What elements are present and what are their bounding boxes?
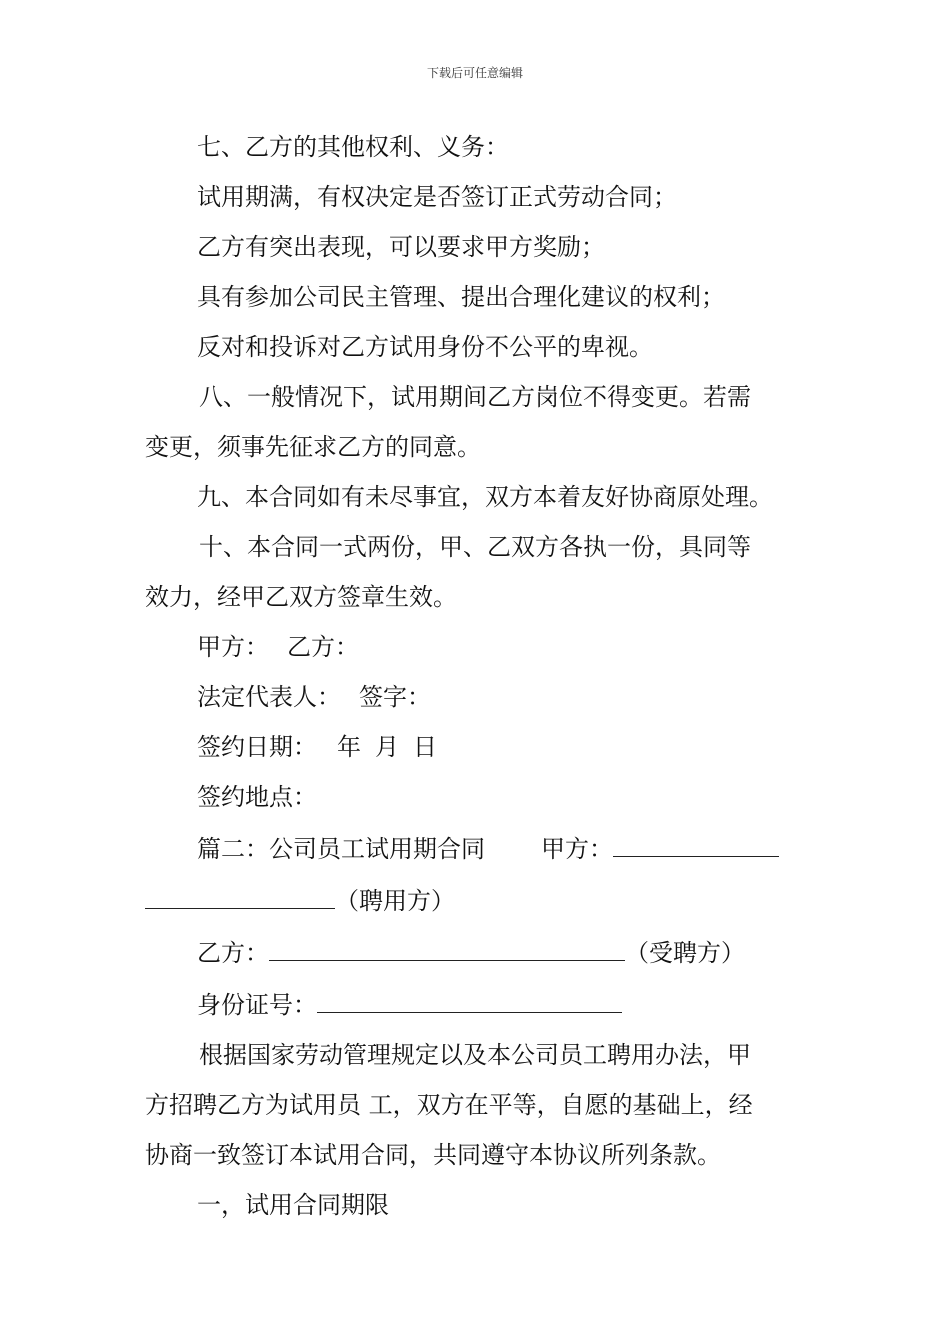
clause-7-item-4: 反对和投诉对乙方试用身份不公平的卑视。 [197,333,653,361]
clause-10-line-1: 十、本合同一式两份，甲、乙双方各执一份，具同等 [199,533,751,561]
page-header: 下载后可任意编辑 [426,66,523,80]
representative-line [145,672,810,722]
party-b-blank [269,926,625,961]
signature-parties-line [145,622,810,672]
party-a-blank-1 [613,822,779,857]
party-b-sign-label: 乙方： [287,633,359,661]
part-two-title-line [145,822,810,874]
clause-7-title: 七、乙方的其他权利、义务： [197,133,509,161]
intro-line-3: 协商一致签订本试用合同，共同遵守本协议所列条款。 [145,1141,721,1169]
document-body [145,122,810,1230]
id-number-line [145,978,810,1030]
clause-7-item-1: 试用期满，有权决定是否签订正式劳动合同； [197,183,677,211]
day-label: 日 [413,733,437,761]
section-1-heading: 一，试用合同期限 [197,1191,389,1219]
id-number-blank [317,978,622,1013]
party-a-blank-2 [145,874,335,909]
month-label: 月 [375,733,399,761]
party-b-label: 乙方： [197,939,269,967]
clause-10-line-2: 效力，经甲乙双方签章生效。 [145,583,457,611]
clause-7-item-3: 具有参加公司民主管理、提出合理化建议的权利； [197,283,725,311]
party-b-line [145,926,810,978]
signing-place-line: 签约地点： [197,783,317,811]
party-a-continuation-line [145,874,810,926]
intro-line-1: 根据国家劳动管理规定以及本公司员工聘用办法，甲 [199,1041,751,1069]
signing-date-label: 签约日期： [197,733,317,761]
party-a-role: （聘用方） [335,887,455,915]
clause-9: 九、本合同如有未尽事宜，双方本着友好协商原处理。 [197,483,773,511]
intro-line-2: 方招聘乙方为试用员 工，双方在平等，自愿的基础上，经 [145,1091,753,1119]
year-label: 年 [337,733,361,761]
party-a-label: 甲方： [541,835,613,863]
legal-representative-label: 法定代表人： [197,683,341,711]
signing-date-line [145,722,810,772]
clause-7-item-2: 乙方有突出表现，可以要求甲方奖励； [197,233,605,261]
party-a-sign-label: 甲方： [197,633,269,661]
clause-8-line-1: 八、一般情况下，试用期间乙方岗位不得变更。若需 [199,383,751,411]
signature-label: 签字： [359,683,431,711]
id-number-label: 身份证号： [197,991,317,1019]
party-b-role: （受聘方） [625,939,745,967]
clause-8-line-2: 变更，须事先征求乙方的同意。 [145,433,481,461]
part-two-title: 篇二：公司员工试用期合同 [197,835,485,863]
